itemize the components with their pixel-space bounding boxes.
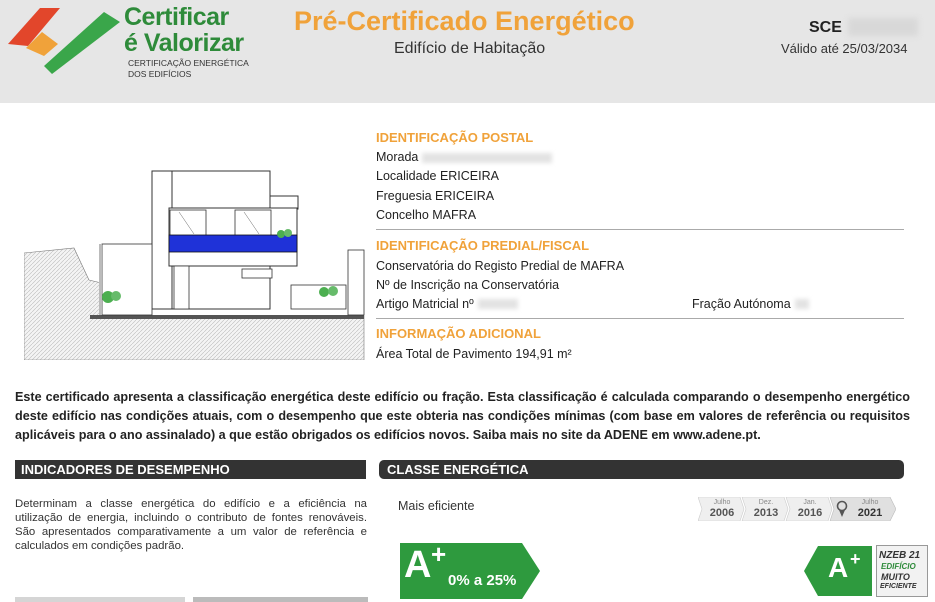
- logo-line-1: Certificar: [124, 3, 229, 31]
- morada-label: Morada: [376, 150, 419, 164]
- area-field: Área Total de Pavimento 194,91 m²: [376, 347, 572, 361]
- nzeb-badge: [876, 545, 928, 597]
- year-tab-2006: Julho 2006: [709, 499, 735, 519]
- adicional-section-title: INFORMAÇÃO ADICIONAL: [376, 326, 541, 341]
- nzeb-line-3: MUITO: [881, 572, 910, 582]
- energy-class-plus: +: [431, 539, 447, 569]
- energy-class-letter: A: [404, 544, 432, 586]
- valid-until: Válido até 25/03/2034: [781, 41, 908, 56]
- freguesia-field: Freguesia ERICEIRA: [376, 189, 495, 203]
- year-tab-2021: Julho 2021: [857, 499, 883, 519]
- localidade-field: Localidade ERICEIRA: [376, 169, 499, 183]
- inscricao-field: Nº de Inscrição na Conservatória: [376, 278, 560, 292]
- fracao-field: Fração Autónoma: [692, 297, 791, 311]
- energy-class-range: 0% a 25%: [448, 572, 517, 589]
- year-tab-2013: Dez. 2013: [753, 499, 779, 519]
- mais-eficiente-label: Mais eficiente: [398, 499, 475, 513]
- header-band: [0, 0, 935, 103]
- logo-subline-2: DOS EDIFÍCIOS: [128, 69, 192, 79]
- section-divider: [376, 229, 904, 230]
- redacted-artigo: [478, 299, 518, 309]
- classe-section-bar: CLASSE ENERGÉTICA: [379, 460, 904, 479]
- redacted-address: [422, 153, 552, 163]
- document-title: Pré-Certificado Energético: [294, 6, 635, 36]
- logo-subline-1: CERTIFICAÇÃO ENERGÉTICA: [128, 58, 249, 68]
- artigo-field: Artigo Matricial nº: [376, 297, 474, 311]
- postal-section-title: IDENTIFICAÇÃO POSTAL: [376, 130, 534, 145]
- bottom-bar-right: [193, 597, 368, 602]
- building-class-letter: A: [828, 552, 849, 583]
- indicadores-description: Determinam a classe energética do edifício e a eficiência na utilização de energia, incluindo o contributo de fontes renováveis. São apresentados comparativamente a um valor de referência e calculados em condições padrão.: [15, 498, 367, 552]
- logo-line-2: é Valorizar: [124, 29, 244, 57]
- redacted-fracao: [795, 299, 809, 309]
- certificate-number-prefix: SCE: [809, 19, 842, 36]
- award-ribbon-icon: [836, 500, 848, 518]
- nzeb-title: NZEB 21: [879, 550, 921, 561]
- redacted-certificate-number: [848, 18, 918, 36]
- nzeb-line-2: EDIFÍCIO: [881, 562, 916, 571]
- section-divider: [376, 318, 904, 319]
- predial-section-title: IDENTIFICAÇÃO PREDIAL/FISCAL: [376, 238, 590, 253]
- document-subtitle: Edifício de Habitação: [394, 40, 546, 57]
- nzeb-line-4: EFICIENTE: [880, 583, 917, 590]
- conservatoria-field: Conservatória do Registo Predial de MAFRA: [376, 259, 625, 273]
- indicadores-section-bar: INDICADORES DE DESEMPENHO: [15, 460, 366, 479]
- building-class-plus: +: [850, 549, 861, 569]
- concelho-field: Concelho MAFRA: [376, 208, 477, 222]
- bottom-bar-left: [15, 597, 185, 602]
- intro-paragraph: Este certificado apresenta a classificação energética deste edifício ou fração. Esta classificação é calculada comparando o desempenho energético deste edifício nas condições atuais, com o desempenho que este obteria nas condições mínimas (com base em valores de referência ou requisitos aplicáveis para o ano assinalado) a que estão obrigados os edifícios novos. Saiba mais no site da ADENE em www.adene.pt.: [15, 390, 910, 442]
- logo-check-icon: [4, 4, 122, 76]
- building-elevation-drawing: [24, 168, 369, 360]
- year-tab-2016: Jan. 2016: [797, 499, 823, 519]
- reference-years-strip: [698, 497, 896, 521]
